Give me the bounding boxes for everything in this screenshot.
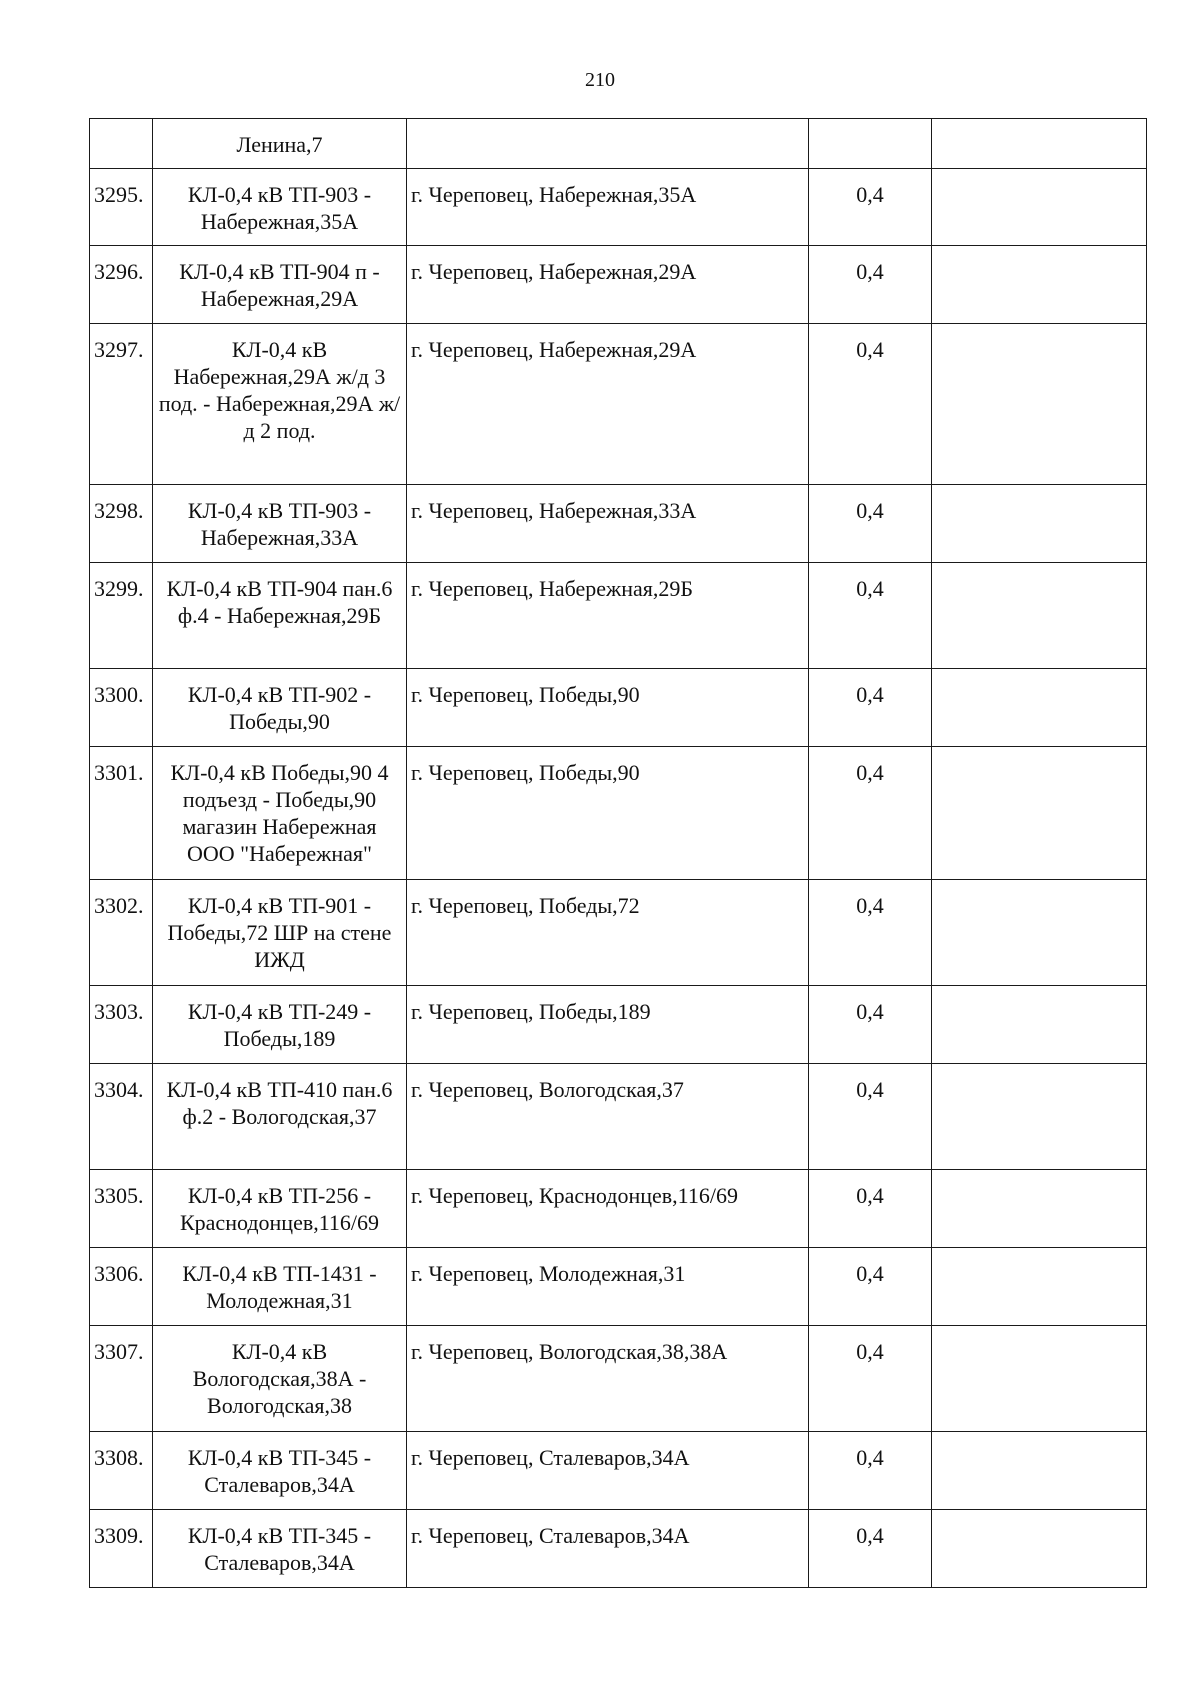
extra-cell bbox=[932, 324, 1147, 485]
extra-cell bbox=[932, 246, 1147, 324]
row-number-cell: 3302. bbox=[90, 880, 153, 986]
cable-line-name-cell: КЛ-0,4 кВ ТП-901 - Победы,72 ШР на стене ИЖД bbox=[153, 880, 407, 986]
address-cell: г. Череповец, Молодежная,31 bbox=[407, 1248, 809, 1326]
table-row bbox=[90, 485, 1147, 563]
address-cell: г. Череповец, Победы,90 bbox=[407, 669, 809, 747]
row-number-cell: 3301. bbox=[90, 747, 153, 880]
row-number-cell: 3308. bbox=[90, 1432, 153, 1510]
voltage-cell bbox=[809, 119, 932, 169]
table-row bbox=[90, 1064, 1147, 1170]
address-cell: г. Череповец, Набережная,29Б bbox=[407, 563, 809, 669]
address-cell bbox=[407, 119, 809, 169]
row-number-cell: 3300. bbox=[90, 669, 153, 747]
voltage-cell: 0,4 bbox=[809, 1326, 932, 1432]
extra-cell bbox=[932, 119, 1147, 169]
extra-cell bbox=[932, 1248, 1147, 1326]
extra-cell bbox=[932, 563, 1147, 669]
table-row bbox=[90, 747, 1147, 880]
extra-cell bbox=[932, 485, 1147, 563]
cable-line-name-cell: КЛ-0,4 кВ ТП-904 п - Набережная,29А bbox=[153, 246, 407, 324]
address-cell: г. Череповец, Сталеваров,34А bbox=[407, 1432, 809, 1510]
cable-line-name-cell: КЛ-0,4 кВ ТП-903 - Набережная,33А bbox=[153, 485, 407, 563]
table-row bbox=[90, 880, 1147, 986]
address-cell: г. Череповец, Сталеваров,34А bbox=[407, 1510, 809, 1588]
table-row bbox=[90, 1432, 1147, 1510]
address-cell: г. Череповец, Набережная,33А bbox=[407, 485, 809, 563]
voltage-cell: 0,4 bbox=[809, 1170, 932, 1248]
row-number-cell: 3307. bbox=[90, 1326, 153, 1432]
extra-cell bbox=[932, 1432, 1147, 1510]
address-cell: г. Череповец, Победы,72 bbox=[407, 880, 809, 986]
table-row bbox=[90, 563, 1147, 669]
extra-cell bbox=[932, 986, 1147, 1064]
table-row bbox=[90, 119, 1147, 169]
address-cell: г. Череповец, Победы,90 bbox=[407, 747, 809, 880]
table-row bbox=[90, 169, 1147, 246]
extra-cell bbox=[932, 169, 1147, 246]
row-number-cell: 3299. bbox=[90, 563, 153, 669]
extra-cell bbox=[932, 1510, 1147, 1588]
voltage-cell: 0,4 bbox=[809, 324, 932, 485]
table-row bbox=[90, 1326, 1147, 1432]
address-cell: г. Череповец, Набережная,35А bbox=[407, 169, 809, 246]
voltage-cell: 0,4 bbox=[809, 246, 932, 324]
voltage-cell: 0,4 bbox=[809, 1432, 932, 1510]
row-number-cell: 3305. bbox=[90, 1170, 153, 1248]
address-cell: г. Череповец, Вологодская,37 bbox=[407, 1064, 809, 1170]
extra-cell bbox=[932, 1064, 1147, 1170]
table-row bbox=[90, 1170, 1147, 1248]
cable-line-name-cell: КЛ-0,4 кВ ТП-1431 - Молодежная,31 bbox=[153, 1248, 407, 1326]
row-number-cell: 3304. bbox=[90, 1064, 153, 1170]
address-cell: г. Череповец, Краснодонцев,116/69 bbox=[407, 1170, 809, 1248]
table-row bbox=[90, 246, 1147, 324]
address-cell: г. Череповец, Набережная,29А bbox=[407, 324, 809, 485]
cable-line-name-cell: КЛ-0,4 кВ ТП-256 - Краснодонцев,116/69 bbox=[153, 1170, 407, 1248]
voltage-cell: 0,4 bbox=[809, 669, 932, 747]
voltage-cell: 0,4 bbox=[809, 1510, 932, 1588]
table-row bbox=[90, 1510, 1147, 1588]
cable-line-name-cell: КЛ-0,4 кВ ТП-345 - Сталеваров,34А bbox=[153, 1510, 407, 1588]
cable-line-name-cell: КЛ-0,4 кВ ТП-902 - Победы,90 bbox=[153, 669, 407, 747]
cable-line-name-cell: КЛ-0,4 кВ ТП-410 пан.6 ф.2 - Вологодская,37 bbox=[153, 1064, 407, 1170]
cable-line-name-cell: КЛ-0,4 кВ Вологодская,38А - Вологодская,38 bbox=[153, 1326, 407, 1432]
cable-line-name-cell: КЛ-0,4 кВ Набережная,29А ж/д 3 под. - Набережная,29А ж/д 2 под. bbox=[153, 324, 407, 485]
address-cell: г. Череповец, Вологодская,38,38А bbox=[407, 1326, 809, 1432]
row-number-cell: 3297. bbox=[90, 324, 153, 485]
extra-cell bbox=[932, 880, 1147, 986]
cable-line-name-cell: КЛ-0,4 кВ ТП-249 - Победы,189 bbox=[153, 986, 407, 1064]
voltage-cell: 0,4 bbox=[809, 747, 932, 880]
cable-line-name-cell: КЛ-0,4 кВ Победы,90 4 подъезд - Победы,90 магазин Набережная ООО "Набережная" bbox=[153, 747, 407, 880]
voltage-cell: 0,4 bbox=[809, 880, 932, 986]
row-number-cell: 3295. bbox=[90, 169, 153, 246]
row-number-cell: 3309. bbox=[90, 1510, 153, 1588]
voltage-cell: 0,4 bbox=[809, 169, 932, 246]
voltage-cell: 0,4 bbox=[809, 485, 932, 563]
extra-cell bbox=[932, 669, 1147, 747]
voltage-cell: 0,4 bbox=[809, 986, 932, 1064]
table-row bbox=[90, 1248, 1147, 1326]
cable-line-registry-table bbox=[89, 118, 1147, 1588]
row-number-cell: 3298. bbox=[90, 485, 153, 563]
address-cell: г. Череповец, Набережная,29А bbox=[407, 246, 809, 324]
table-row bbox=[90, 986, 1147, 1064]
voltage-cell: 0,4 bbox=[809, 1064, 932, 1170]
cable-line-name-cell: КЛ-0,4 кВ ТП-345 - Сталеваров,34А bbox=[153, 1432, 407, 1510]
address-cell: г. Череповец, Победы,189 bbox=[407, 986, 809, 1064]
voltage-cell: 0,4 bbox=[809, 1248, 932, 1326]
cable-line-name-cell: КЛ-0,4 кВ ТП-904 пан.6 ф.4 - Набережная,29Б bbox=[153, 563, 407, 669]
table-row bbox=[90, 669, 1147, 747]
row-number-cell bbox=[90, 119, 153, 169]
cable-line-name-cell: Ленина,7 bbox=[153, 119, 407, 169]
extra-cell bbox=[932, 1326, 1147, 1432]
extra-cell bbox=[932, 747, 1147, 880]
row-number-cell: 3306. bbox=[90, 1248, 153, 1326]
page-number: 210 bbox=[585, 69, 615, 91]
registry-table-body bbox=[90, 119, 1147, 1588]
voltage-cell: 0,4 bbox=[809, 563, 932, 669]
row-number-cell: 3296. bbox=[90, 246, 153, 324]
row-number-cell: 3303. bbox=[90, 986, 153, 1064]
cable-line-name-cell: КЛ-0,4 кВ ТП-903 - Набережная,35А bbox=[153, 169, 407, 246]
table-row bbox=[90, 324, 1147, 485]
extra-cell bbox=[932, 1170, 1147, 1248]
